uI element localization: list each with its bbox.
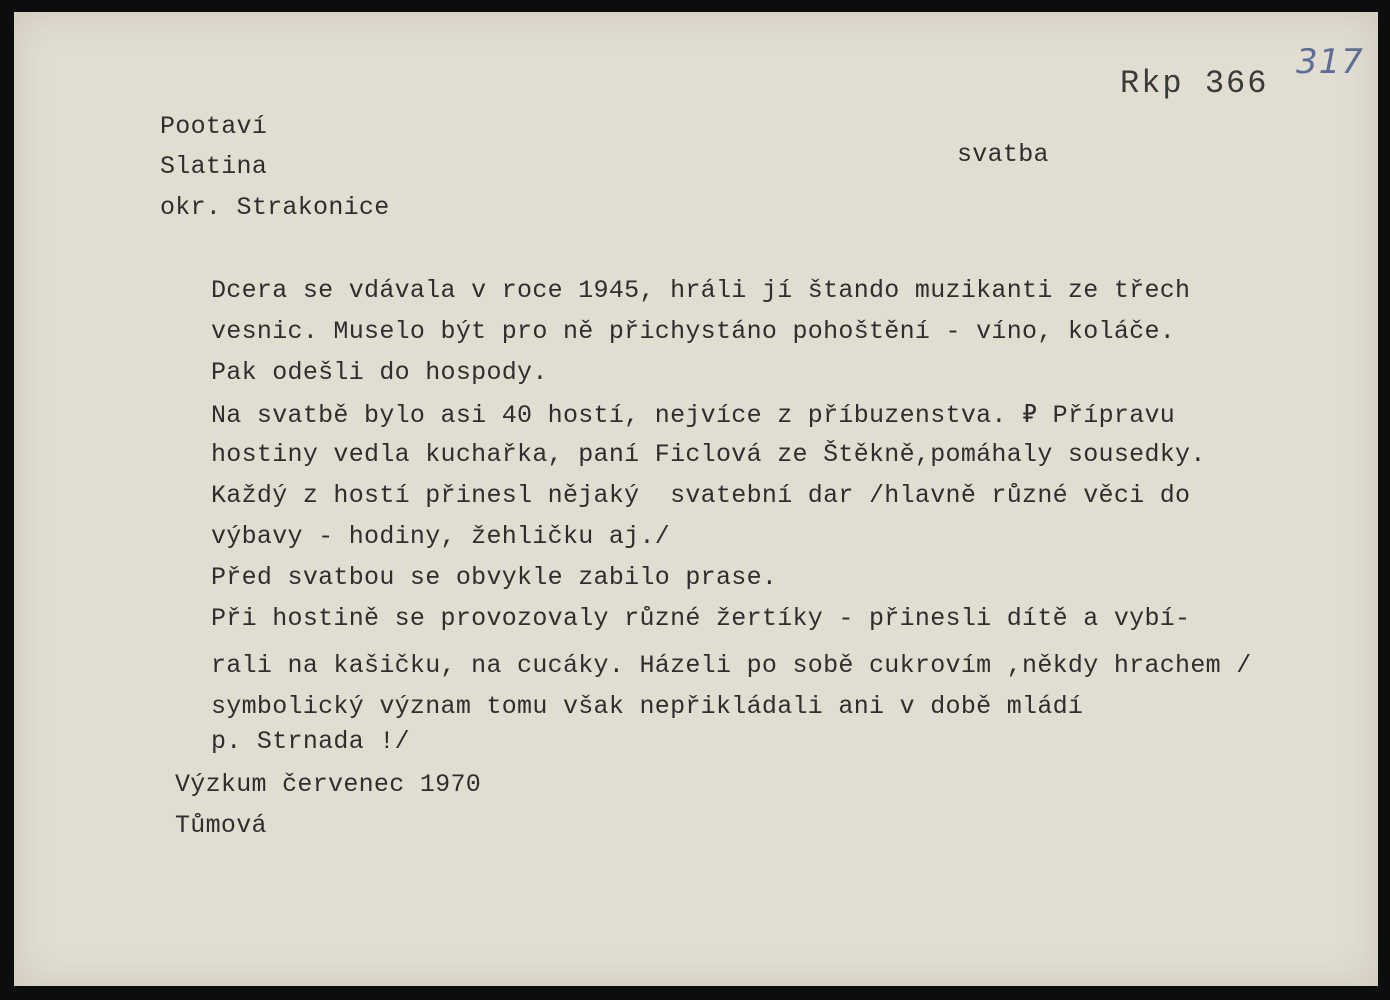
archive-mark: Rkp 366 (1120, 65, 1269, 102)
body-line: Při hostině se provozovaly různé žertíky - přinesli dítě a vybí- (211, 604, 1191, 633)
body-line: Každý z hostí přinesl nějaký svatební dar /hlavně různé věci do (211, 481, 1191, 510)
body-line: výbavy - hodiny, žehličku aj./ (211, 522, 671, 551)
location-village: Slatina (160, 152, 268, 181)
research-date: Výzkum červenec 1970 (175, 770, 482, 799)
body-line: rali na kašičku, na cucáky. Házeli po sobě cukrovím ,někdy hrachem / symbolický význam tomu však nepřikládali ani v době mládí (211, 651, 1267, 721)
handwritten-number: 317 (1296, 42, 1364, 82)
body-line: Pak odešli do hospody. (211, 358, 548, 387)
body-line: p. Strnada !/ (211, 727, 410, 756)
author-name: Tůmová (175, 811, 267, 840)
body-line: hostiny vedla kuchařka, paní Ficlová ze Štěkně,pomáhaly sousedky. (211, 440, 1206, 469)
location-district: okr. Strakonice (160, 193, 390, 222)
body-line: Před svatbou se obvykle zabilo prase. (211, 563, 778, 592)
body-line: Dcera se vdávala v roce 1945, hráli jí štando muzikanti ze třech (211, 276, 1191, 305)
body-line: Na svatbě bylo asi 40 hostí, nejvíce z příbuzenstva. ₽ Přípravu (211, 401, 1176, 430)
topic-label: svatba (957, 140, 1049, 169)
body-line: vesnic. Muselo být pro ně přichystáno pohoštění - víno, koláče. (211, 317, 1176, 346)
location-region: Pootaví (160, 112, 268, 141)
